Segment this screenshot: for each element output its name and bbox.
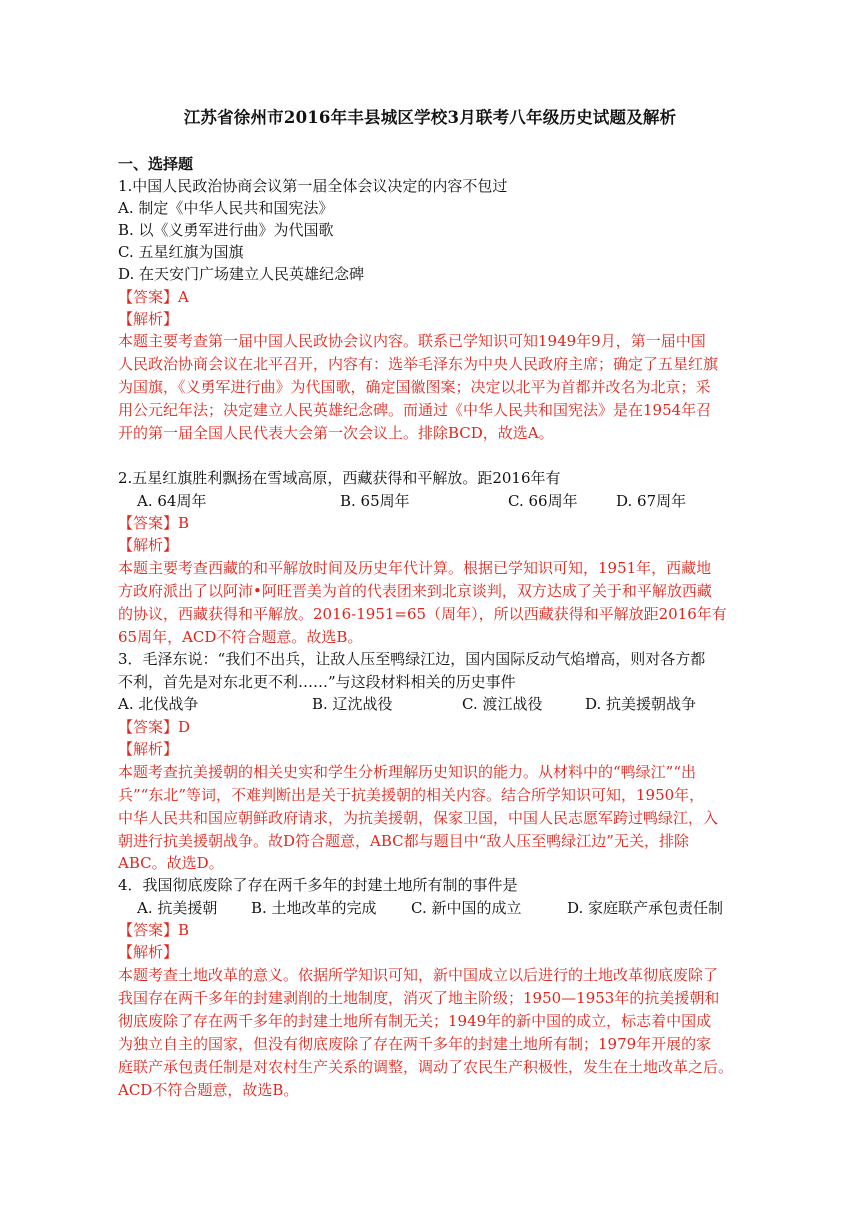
q3-option-a: A. 北伐战争 [118, 695, 199, 713]
q4-analysis-line: 本题考查土地改革的意义。依据所学知识可知，新中国成立以后进行的土地改革彻底废除了 [118, 966, 719, 984]
q3-analysis-line: 中华人民共和国应朝鲜政府请求，为抗美援朝，保家卫国，中国人民志愿军跨过鸭绿江，入 [118, 809, 719, 827]
q2-option-c: C. 66周年 [508, 492, 578, 510]
q1-analysis-tag: 【解析】 [118, 310, 179, 328]
q1-analysis-line: 开的第一届全国人民代表大会第一次会议上。排除BCD，故选A。 [118, 424, 554, 442]
q1-analysis-line: 人民政治协商会议在北平召开，内容有：选举毛泽东为中央人民政府主席；确定了五星红旗 [118, 355, 719, 373]
q3-option-b: B. 辽沈战役 [312, 695, 393, 713]
answer-tag: 【答案】 [118, 718, 179, 736]
q4-analysis-line: 庭联产承包责任制是对农村生产关系的调整，调动了农民生产积极性，发生在土地改革之后。 [118, 1058, 734, 1076]
q2-analysis-line: 方政府派出了以阿沛•阿旺晋美为首的代表团来到北京谈判，双方达成了关于和平解放西藏 [118, 582, 712, 600]
q1-answer [118, 286, 189, 308]
q2-option-b: B. 65周年 [340, 492, 410, 510]
q3-stem-line: 不利，首先是对东北更不利……”与这段材料相关的历史事件 [118, 673, 516, 691]
q3-analysis-line: 本题考查抗美援朝的相关史实和学生分析理解历史知识的能力。从材料中的“鸭绿江”“出 [118, 763, 697, 781]
q2-stem: 2.五星红旗胜利飘扬在雪域高原，西藏获得和平解放。距2016年有 [118, 469, 561, 487]
q4-answer [118, 919, 189, 941]
q1-analysis-line: 本题主要考查第一届中国人民政协会议内容。联系已学知识可知1949年9月，第一届中国 [118, 332, 706, 350]
q3-option-d: D. 抗美援朝战争 [585, 695, 697, 713]
q1-option-d: D. 在天安门广场建立人民英雄纪念碑 [118, 265, 365, 283]
q2-option-d: D. 67周年 [616, 492, 687, 510]
q1-analysis-line: 为国旗，《义勇军进行曲》为代国歌，确定国徽图案；决定以北平为首都并改名为北京；采 [118, 378, 711, 396]
q2-analysis-tag: 【解析】 [118, 536, 179, 554]
q3-analysis-line: ABC。故选D。 [118, 854, 224, 872]
q3-analysis-line: 朝进行抗美援朝战争。故D符合题意，ABC都与题目中“敌人压至鸭绿江边”无关，排除 [118, 832, 689, 850]
q1-option-b: B. 以《义勇军进行曲》为代国歌 [118, 221, 334, 239]
q4-analysis-line: 我国存在两千多年的封建剥削的土地制度，消灭了地主阶级；1950—1953年的抗美援朝和 [118, 989, 720, 1007]
q2-analysis-line: 本题主要考查西藏的和平解放时间及历史年代计算。根据已学知识可知，1951年，西藏地 [118, 559, 712, 577]
q1-stem: 1.中国人民政治协商会议第一届全体会议决定的内容不包过 [118, 177, 508, 195]
q4-option-a: A. 抗美援朝 [137, 899, 218, 917]
q4-option-c: C. 新中国的成立 [411, 899, 522, 917]
q4-analysis-line: 彻底废除了存在两千多年的封建土地所有制无关；1949年的新中国的成立，标志着中国成 [118, 1012, 712, 1030]
q4-option-d: D. 家庭联产承包责任制 [567, 899, 724, 917]
answer-value: B [178, 514, 190, 532]
answer-value: B [178, 921, 190, 939]
q2-option-a: A. 64周年 [137, 492, 207, 510]
answer-tag: 【答案】 [118, 514, 179, 532]
q4-stem: 4．我国彻底废除了存在两千多年的封建土地所有制的事件是 [118, 876, 518, 894]
q3-stem-line: 3．毛泽东说：“我们不出兵，让敌人压至鸭绿江边，国内国际反动气焰增高，则对各方都 [118, 650, 706, 668]
answer-tag: 【答案】 [118, 921, 179, 939]
q3-option-c: C. 渡江战役 [462, 695, 543, 713]
q3-answer [118, 716, 190, 738]
answer-value: A [178, 288, 189, 306]
document-title: 江苏省徐州市2016年丰县城区学校3月联考八年级历史试题及解析 [183, 108, 677, 127]
answer-tag: 【答案】 [118, 288, 179, 306]
q2-answer [118, 512, 189, 534]
q4-analysis-line: ACD不符合题意，故选B。 [118, 1081, 299, 1099]
q2-analysis-line: 的协议，西藏获得和平解放。2016-1951=65（周年），所以西藏获得和平解放距2016年有 [118, 605, 727, 623]
q4-analysis-tag: 【解析】 [118, 943, 179, 961]
answer-value: D [178, 718, 191, 736]
q3-analysis-tag: 【解析】 [118, 740, 179, 758]
q4-analysis-line: 为独立自主的国家，但没有彻底废除了存在两千多年的封建土地所有制；1979年开展的家 [118, 1035, 712, 1053]
q1-option-c: C. 五星红旗为国旗 [118, 243, 244, 261]
q2-analysis-line: 65周年，ACD不符合题意。故选B。 [118, 628, 363, 646]
section-heading: 一、选择题 [118, 155, 194, 173]
q4-option-b: B. 土地改革的完成 [251, 899, 377, 917]
q3-analysis-line: 兵”“东北”等词，不难判断出是关于抗美援朝的相关内容。结合所学知识可知，1950年， [118, 786, 705, 804]
q1-analysis-line: 用公元纪年法；决定建立人民英雄纪念碑。而通过《中华人民共和国宪法》是在1954年召 [118, 401, 712, 419]
q1-option-a: A. 制定《中华人民共和国宪法》 [118, 199, 334, 217]
